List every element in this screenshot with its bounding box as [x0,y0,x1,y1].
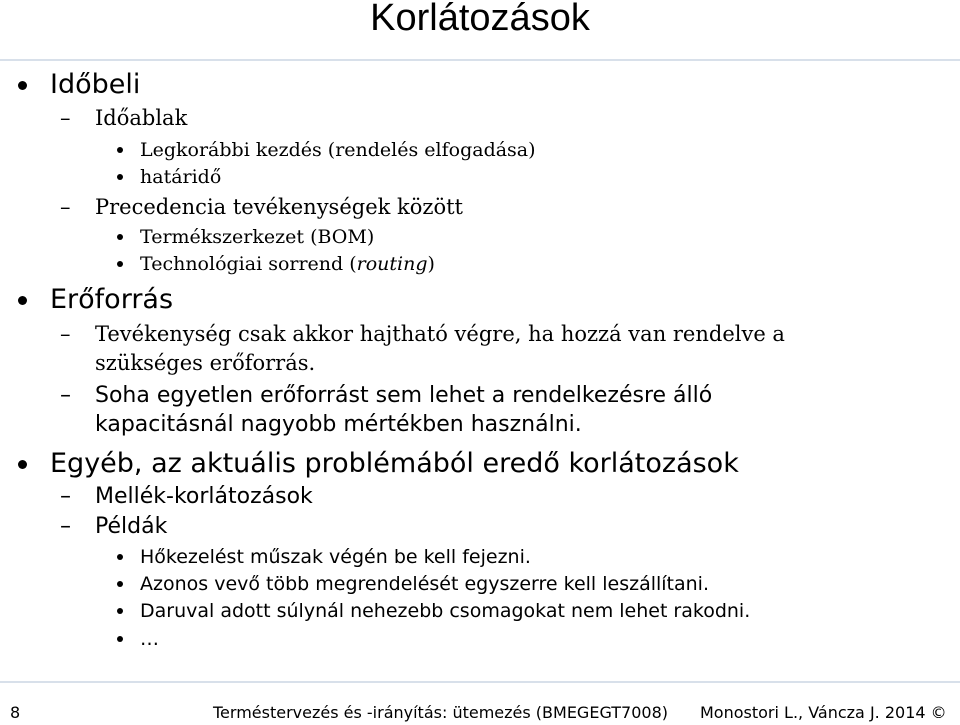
heading-idobeli: Időbeli [50,69,141,100]
slide-title: Korlátozások [370,0,590,39]
dash: – [60,514,71,539]
bullet-dot [117,554,123,560]
bullet-dot [117,174,123,180]
dash: – [60,195,71,219]
bullet-dot [117,608,123,614]
bullet-dot [117,636,123,642]
footer-course: Terméstervezés és -irányítás: ütemezés (BMEGEGT7008) [213,703,668,722]
title-divider [0,59,960,61]
page-number: 8 [10,703,21,722]
bullet-dot [117,581,123,587]
dash: – [60,484,71,509]
footer-authors: Monostori L., Váncza J. 2014 © [700,703,947,722]
bullet-dot [18,81,27,90]
dash: – [60,106,71,130]
bullet-dot [117,261,123,267]
dash: – [60,383,71,408]
bullet-dot [18,460,27,469]
bullet-dot [117,147,123,153]
bullet-dot [117,234,123,240]
bullet-dot [18,296,27,305]
footer-divider [0,681,960,683]
text-idoablak: Időablak [95,106,188,130]
heading-egyeb: Egyéb, az aktuális problémából eredő korlátozások [50,448,739,479]
dash: – [60,322,71,346]
heading-eroforras: Erőforrás [50,284,174,315]
slide: Korlátozások Időbeli – Időablak Legkorábbi kezdés (rendelés elfogadása) határidő – Precedencia tevékenységek között Termékszerkezet (BOM) Technológiai sorrend (routing) Erőforrás – Tevékenység csak akkor hajtható végre, ha hozzá van rendelve a szükséges erőforrás. – Soha egyetlen erőforrást sem lehet a rendelkezésre álló kapacitásnál nagyobb mértékben használni. Egyéb, az aktuális problémából eredő korlátozások – Mellék-korlátozások – Példák Hőkezelést műszak végén be kell fejezni. Azonos vevő több megrendelését egyszerre kell leszállítani. Daruval adott súlynál nehezebb csomagokat nem lehet rakodni. … 8 Terméstervezés és -irányítás: ütemezés (BMEGEGT7008) Monostori L., Váncza J. 2014 © [0,0,960,725]
